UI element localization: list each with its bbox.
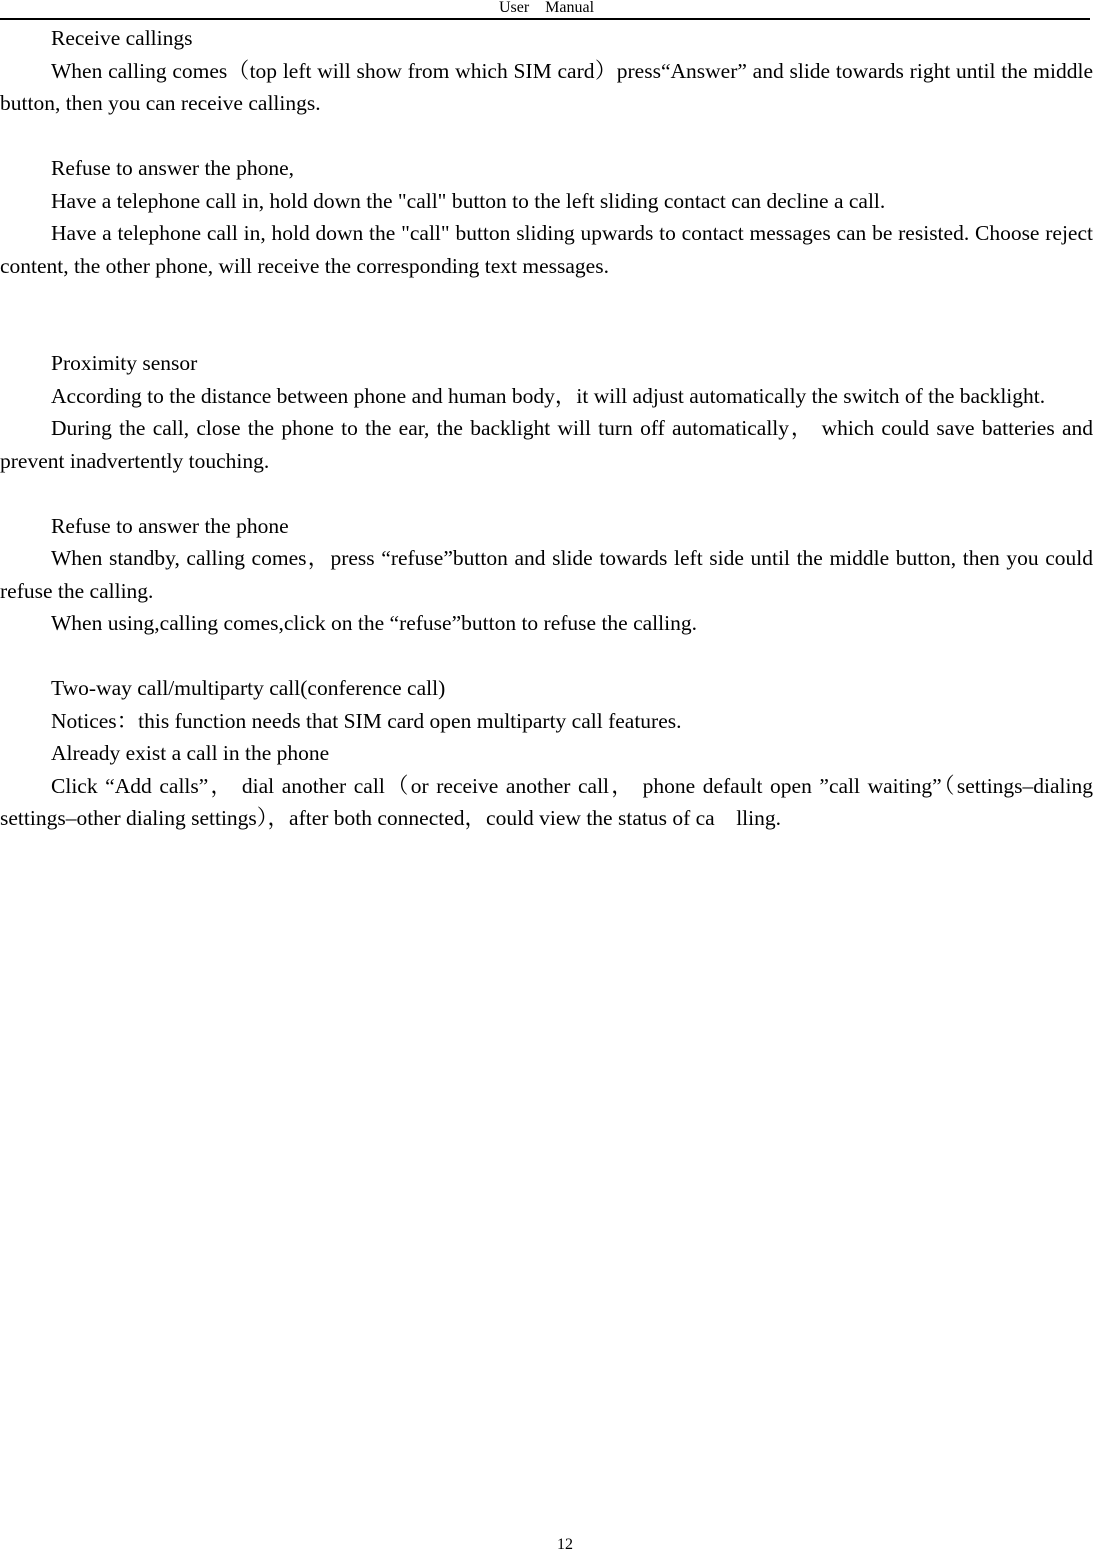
section-heading-refuse-answer: Refuse to answer the phone,	[51, 156, 294, 180]
paragraph: Have a telephone call in, hold down the "call" button to the left sliding contact can decline a call.	[51, 188, 886, 213]
spacer	[0, 477, 1093, 510]
page-content	[0, 22, 1093, 835]
spacer	[0, 282, 1093, 347]
paragraph: Click “Add calls”， dial another call（or receive another call， phone default open ”call waiting”（settings–dialing settings–other dialing settings），after both connected，could view the status of ca lling.	[0, 773, 1093, 830]
header-rule	[0, 18, 1090, 20]
paragraph: Notices：this function needs that SIM card open multiparty call features.	[51, 708, 682, 733]
page-number: 12	[557, 1536, 573, 1553]
section-heading-refuse-phone: Refuse to answer the phone	[51, 513, 289, 538]
paragraph: When calling comes（top left will show from which SIM card）press“Answer” and slide towards right until the middle button, then you can receive callings.	[0, 58, 1093, 115]
paragraph: Have a telephone call in, hold down the "call" button sliding upwards to contact messages can be resisted. Choose reject content, the other phone, will receive the corresponding text messages.	[0, 221, 1093, 278]
section-heading-two-way-call: Two-way call/multiparty call(conference call)	[51, 676, 446, 700]
section-heading-proximity-sensor: Proximity sensor	[51, 351, 198, 375]
spacer	[0, 120, 1093, 153]
page-header: User Manual	[498, 0, 595, 16]
paragraph: Already exist a call in the phone	[51, 741, 330, 765]
paragraph: During the call, close the phone to the ear, the backlight will turn off automatically， which could save batteries and prevent inadvertently touching.	[0, 416, 1093, 473]
paragraph: When standby, calling comes，press “refuse”button and slide towards left side until the middle button, then you could refuse the calling.	[0, 546, 1093, 603]
section-heading-receive-callings: Receive callings	[51, 26, 193, 50]
spacer	[0, 640, 1093, 673]
paragraph: According to the distance between phone and human body，it will adjust automatically the switch of the backlight.	[51, 383, 1046, 408]
paragraph: When using,calling comes,click on the “refuse”button to refuse the calling.	[51, 611, 697, 635]
